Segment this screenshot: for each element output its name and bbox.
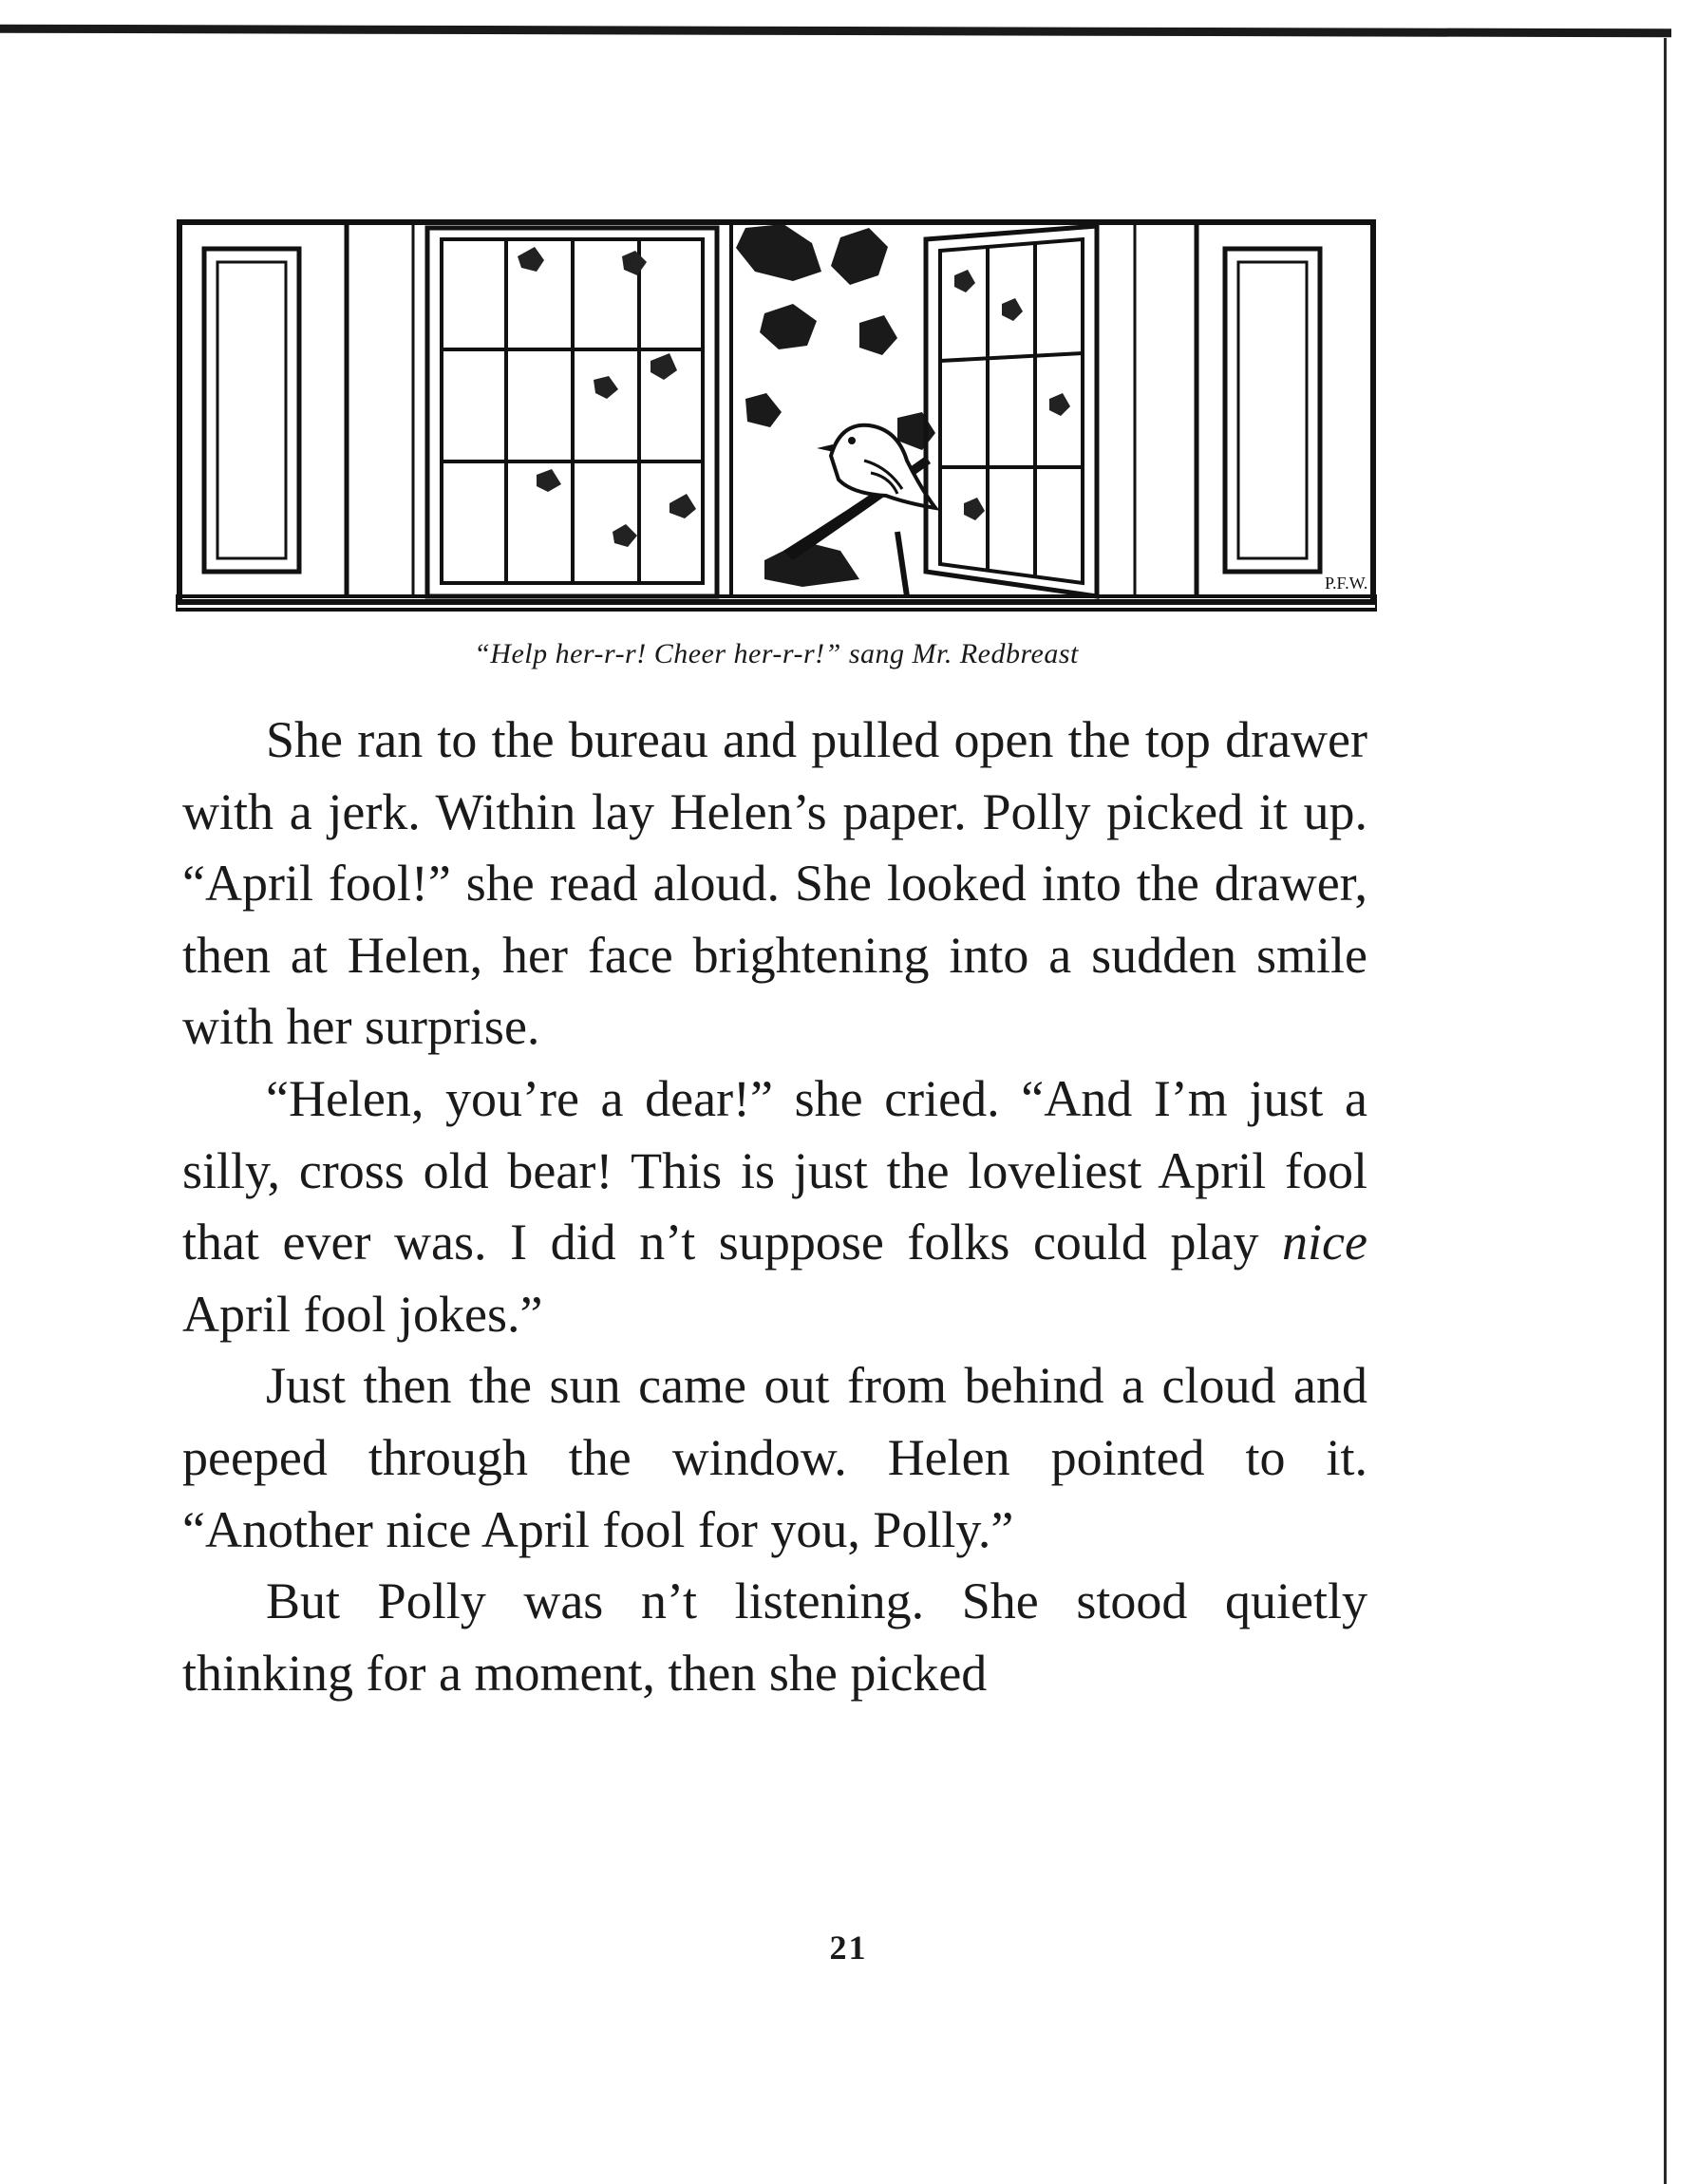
emphasis-nice: nice: [1282, 1214, 1367, 1271]
paragraph-2-part-1: “Helen, you’re a dear!” she cried. “And I’m just a silly, cross old bear! This is just the loveliest April fool that ever was. I did n’t suppose folks could play: [182, 1069, 1367, 1271]
window-illustration: [176, 218, 1377, 617]
page-number: 21: [829, 1929, 868, 1967]
window-robin-drawing: [176, 218, 1377, 617]
right-border-rule: [1664, 38, 1667, 2184]
paragraph-1: She ran to the bureau and pulled open the top drawer with a jerk. Within lay Helen’s paper. Polly picked it up. “April fool!” she read aloud. She looked into the drawer, then at Helen, her face brightening into a sudden smile with her surprise.: [182, 711, 1367, 1056]
paragraph-4: But Polly was n’t listening. She stood quietly thinking for a moment, then she picked: [182, 1572, 1367, 1702]
body-text: [182, 705, 1367, 1709]
artist-signature: P.F.W.: [1325, 574, 1368, 593]
paragraph-2: [182, 1064, 1367, 1350]
paragraph-3: Just then the sun came out from behind a cloud and peeped through the window. Helen pointed to it. “Another nice April fool for you, Polly.”: [182, 1357, 1367, 1558]
illustration-caption: “Help her-r-r! Cheer her-r-r!” sang Mr. Redbreast: [474, 638, 1079, 669]
paragraph-2-part-2: April fool jokes.”: [182, 1285, 543, 1343]
top-border-rule: [0, 25, 1671, 38]
